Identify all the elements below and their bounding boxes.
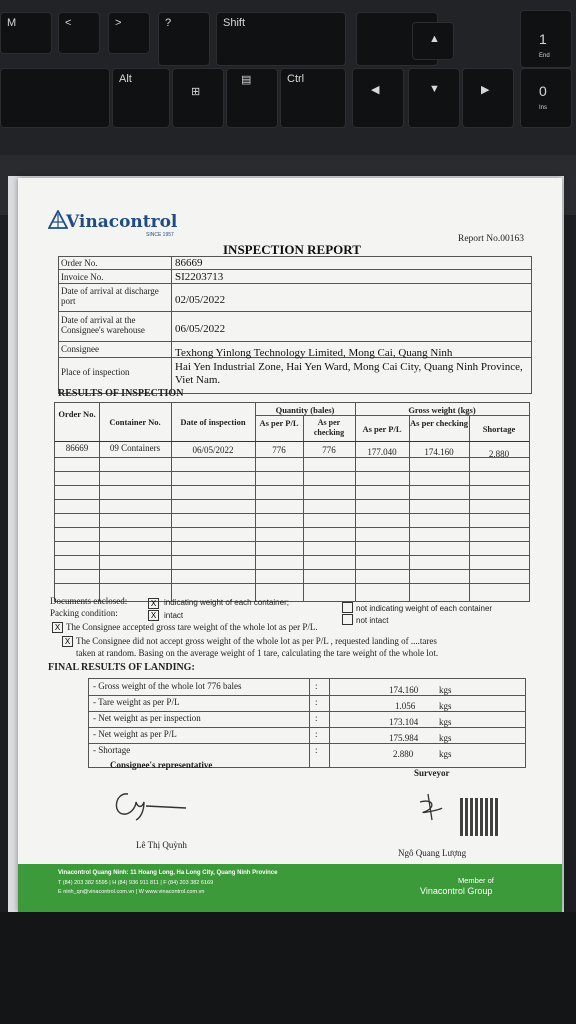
key-shift: Shift [216,12,346,66]
final-gross-unit: kgs [439,685,452,695]
th-qty-check: As per checking [313,418,345,437]
th-gw-pl: As per P/L [362,424,402,434]
final-results-heading: FINAL RESULTS OF LANDING: [48,662,195,673]
info-box [58,256,532,394]
arrow-left-key: ◀ [352,68,404,128]
final-tare-unit: kgs [439,701,452,711]
final-net-inspection-value: 173.104 [389,717,419,727]
cell-date: 06/05/2022 [192,445,234,455]
arrival-port-label: Date of arrival at discharge port [61,286,159,306]
order-no-label: Order No. [61,258,98,268]
final-net-inspection-label: - Net weight as per inspection [93,713,201,723]
place-value: Hai Yen Industrial Zone, Hai Yen Ward, Mong Cai City, Quang Ninh Province, Viet Nam. [175,361,523,386]
footer-band [18,864,562,912]
brand-name: Vinacontrol [66,212,178,232]
consignee-signature-icon [106,782,206,822]
footer-address: Vinacontrol Quang Ninh: 11 Hoang Long, Ha Long City, Quang Ninh Province [58,870,278,876]
key-0-ins: 0 Ins [520,68,572,128]
final-net-pl-value: 175.984 [389,733,419,743]
final-shortage-label: - Shortage [93,745,131,755]
menu-key: ▤ [226,68,278,128]
arrival-warehouse-label: Date of arrival at the Consignee's warehouse [61,315,145,335]
key-ctrl: Ctrl [280,68,346,128]
th-date: Date of inspection [180,417,246,427]
final-net-pl-label: - Net weight as per P/L [93,729,177,739]
checkbox-not-weight-each [342,602,353,613]
results-heading: RESULTS OF INSPECTION [58,388,184,399]
order-no-value: 86669 [175,257,203,269]
docs-opt2-label: not indicating weight of each container [356,604,493,613]
final-gross-value: 174.160 [389,685,419,695]
consignee-label: Consignee [61,344,99,354]
surveyor-label: Surveyor [414,768,450,778]
checkbox-note2: X [62,636,73,647]
checkbox-note1: X [52,622,63,633]
surveyor-signature-icon [410,790,450,830]
arrow-down-key: ▼ [408,68,460,128]
th-shortage: Shortage [482,424,516,434]
final-shortage-value: 2.880 [393,749,414,759]
results-table [54,402,530,602]
note-not-accepted: The Consignee did not accept gross weight of the whole lot as per P/L , requested landing of ....tares [76,636,437,646]
cell-qty-pl: 776 [272,445,286,455]
checkbox-not-intact [342,614,353,625]
keyboard [0,0,576,180]
key-alt: Alt [112,68,170,128]
final-net-inspection-unit: kgs [439,717,452,727]
th-container-no: Container No. [109,417,161,427]
th-gw-check: As per checking [410,418,468,428]
checkbox-weight-each-container: X [148,598,159,609]
brand-since: SINCE 1957 [146,232,174,238]
footer-contact: E ninh_qn@vinacontrol.com.vn | W www.vinacontrol.com.vn [58,889,205,895]
cell-order-no: 86669 [65,443,89,453]
invoice-no-label: Invoice No. [61,272,104,282]
th-order-no: Order No. [58,409,96,419]
key-period: > [108,12,150,54]
th-quantity: Quantity (bales) [275,405,335,415]
arrow-up-key: ▲ [412,22,454,60]
footer-group: Vinacontrol Group [420,886,493,896]
docs-opt1-label: indicating weight of each container; [164,598,289,607]
final-net-pl-unit: kgs [439,733,452,743]
final-gross-label: - Gross weight of the whole lot 776 bales [93,681,242,691]
th-gross-weight: Gross weight (kgs) [408,405,476,415]
consignee-representative-label: Consignee's representative [110,760,213,770]
docs-enclosed-label: Documents enclosed: [50,596,128,606]
packing-opt1-label: intact [164,611,184,620]
arrival-warehouse-value: 06/05/2022 [175,323,226,335]
checkbox-intact: X [148,610,159,621]
key-slash: ? [158,12,210,66]
final-shortage-unit: kgs [439,749,452,759]
vinacontrol-logo-icon [48,210,68,230]
key-comma: < [58,12,100,54]
final-results-box: - Gross weight of the whole lot 776 bales : 174.160 kgs - Tare weight as per P/L : 1.056 kgs - Net weight as per inspection : 173.104 kgs - Net weight as per P/L : 175.984 kgs - Shortage : 2.880 kgs [88,678,526,768]
cell-gw-check: 174.160 [424,447,454,457]
footer-member: Member of [458,876,494,885]
key-m: M [0,12,52,54]
cell-container-no: 09 Containers [109,443,161,453]
key-left-blank [0,68,110,128]
packing-label: Packing condition: [50,608,118,618]
background-floor [0,912,576,1024]
note-accepted: The Consignee accepted gross tare weight of the whole lot as per P/L. [66,622,318,632]
inspection-report-page [18,178,562,912]
invoice-no-value: SI2203713 [175,271,224,283]
key-1-end: 1 End [520,10,572,68]
cell-qty-check: 776 [322,445,336,455]
report-title: INSPECTION REPORT [223,242,361,257]
arrow-right-key: ▶ [462,68,514,128]
report-number: Report No.00163 [458,234,524,244]
windows-key: ⊞ [172,68,224,128]
final-tare-value: 1.056 [395,701,416,711]
cell-gw-pl: 177.040 [367,447,397,457]
consignee-value: Texhong Yinlong Technology Limited, Mong Cai, Quang Ninh [175,347,453,359]
note-tare: taken at random. Basing on the average weight of 1 tare, calculating the tare weight of the whole lot. [76,648,439,658]
qr-code-icon [460,798,500,836]
th-qty-pl: As per P/L [259,418,299,428]
arrival-port-value: 02/05/2022 [175,294,226,306]
surveyor-name: Ngô Quang Lượng [398,848,467,858]
place-label: Place of inspection [61,367,130,377]
footer-phones: T (84) 203 382 5595 | H (84) 936 911 811 | F (84) 203 382 6169 [58,880,214,886]
final-tare-label: - Tare weight as per P/L [93,697,180,707]
packing-opt2-label: not intact [356,616,389,625]
cell-shortage: 2.880 [488,449,510,459]
consignee-name: Lê Thị Quỳnh [136,840,187,850]
